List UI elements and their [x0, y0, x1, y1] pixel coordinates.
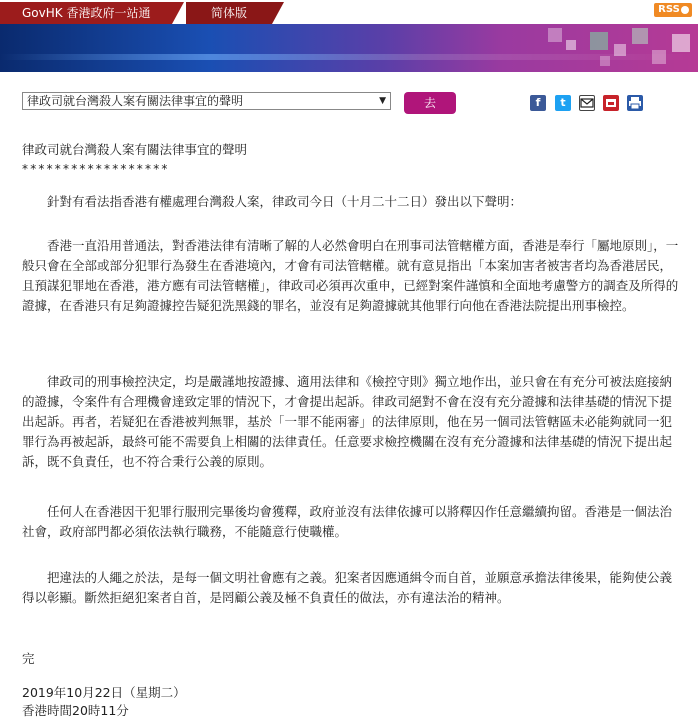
rss-label: RSS	[658, 4, 680, 15]
printer-shape	[627, 95, 643, 111]
release-date: 2019年10月22日（星期二）	[22, 685, 186, 700]
rss-link[interactable]	[654, 3, 692, 17]
banner-square	[614, 44, 626, 56]
press-release-select[interactable]	[22, 92, 391, 110]
envelope-shape	[580, 96, 594, 110]
dropdown-arrow-icon: ▼	[379, 96, 386, 106]
email-icon[interactable]	[579, 95, 595, 111]
article	[22, 140, 682, 718]
select-value: 律政司就台灣殺人案有關法律事宜的聲明	[27, 94, 244, 108]
banner-square	[590, 32, 608, 50]
banner-stripe	[0, 54, 698, 60]
release-time: 香港時間20時11分	[22, 703, 129, 718]
paragraph-3: 律政司的刑事檢控決定，均是嚴謹地按證據、適用法律和《檢控守則》獨立地作出，並只會在有充分可被法庭接納的證據，令案件有合理機會達致定罪的情況下，才會提出起訴。律政司絕對不會在沒有充分證據和法律基礎的情況下提出起訴。再者，若疑犯在香港被判無罪，基於「一罪不能兩審」的法律原則，他在另一個司法管轄區未必能夠就同一犯罪行為再被起訴，最終可能不需要負上相關的法律責任。任意要求檢控機關在沒有充分證據和法律基礎的情況下提出起訴，既不負責任，也不符合秉行公義的原則。	[22, 374, 673, 469]
facebook-icon[interactable]: f	[530, 95, 546, 111]
rss-icon	[681, 6, 689, 14]
weibo-icon[interactable]	[603, 95, 619, 111]
end-marker: 完	[22, 651, 35, 666]
banner-square	[548, 28, 562, 42]
banner-square	[672, 34, 690, 52]
article-title: 律政司就台灣殺人案有關法律事宜的聲明	[22, 142, 248, 157]
paragraph-5: 把違法的人繩之於法，是每一個文明社會應有之義。犯案者因應通緝令而自首，並願意承擔法律後果，能夠使公義得以彰顯。斷然拒絕犯案者自首，是罔顧公義及極不負責任的做法，亦有違法治的精神。	[22, 570, 673, 605]
go-button[interactable]: 去	[404, 92, 456, 114]
paragraph-2: 香港一直沿用普通法，對香港法律有清晰了解的人必然會明白在刑事司法管轄權方面，香港是奉行「屬地原則」，一般只會在全部或部分犯罪行為發生在香港境內，才會有司法管轄權。就有意見指出「本案加害者被害者均為香港居民，且預謀犯罪地在香港，港方應有司法管轄權」，律政司必須再次重申，已經對案件謹慎和全面地考慮警方的調查及所得的證據，在香港只有足夠證據控告疑犯洗黑錢的罪名，並沒有足夠證據就其他罪行向他在香港法院提出刑事檢控。	[22, 238, 679, 313]
paragraph-1: 針對有看法指香港有權處理台灣殺人案，律政司今日（十月二十二日）發出以下聲明：	[47, 194, 523, 209]
twitter-icon[interactable]: t	[555, 95, 571, 111]
title-separator: ******************	[22, 162, 170, 176]
banner-square	[566, 40, 576, 50]
banner-square	[652, 50, 666, 64]
banner-square	[632, 28, 648, 44]
weibo-shape	[603, 95, 619, 111]
govhk-home-link[interactable]: GovHK 香港政府一站通	[0, 2, 172, 24]
top-bar	[0, 0, 698, 24]
paragraph-4: 任何人在香港因干犯罪行服刑完畢後均會獲釋，政府並沒有法律依據可以將釋囚作任意繼續拘留。香港是一個法治社會，政府部門都必須依法執行職務，不能隨意行使職權。	[22, 504, 673, 539]
simplified-chinese-link[interactable]: 简体版	[186, 2, 272, 24]
print-icon[interactable]	[627, 95, 643, 111]
banner-square	[600, 56, 610, 66]
banner	[0, 24, 698, 72]
